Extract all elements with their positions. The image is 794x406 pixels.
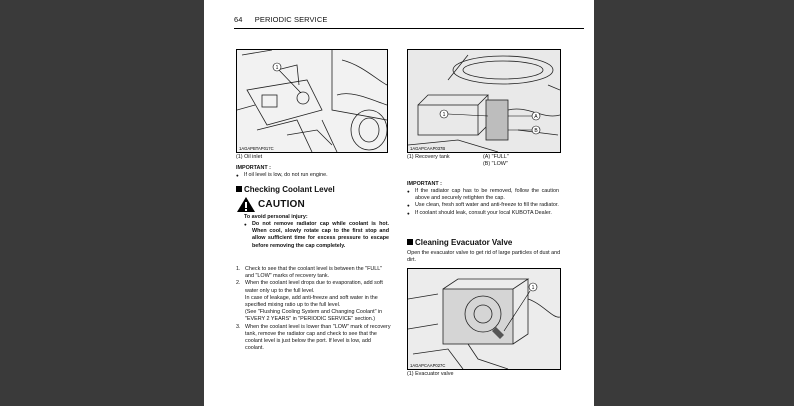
caution-item: ● Do not remove radiator cap while coolant is hot. When cool, slowly rotate cap to the first stop and allow sufficient time for excess pressure to escape before removing the cap completely.	[244, 221, 389, 250]
heading-square-icon	[236, 186, 242, 192]
caption-evacuator: (1) Evacuator valve	[407, 371, 454, 377]
figure-oil-inlet	[236, 49, 388, 153]
step-item: 3. When the coolant level is lower than "LOW" mark of recovery tank, remove the radiator cap and check to see that the coolant level is just below the port. If level is low, add coolant.	[236, 323, 391, 352]
caution-word: CAUTION	[258, 199, 305, 210]
full-callout: A	[534, 114, 538, 120]
list-item: ● If the radiator cap has to be removed, follow the caution above and securely retighten the cap.	[407, 188, 559, 202]
recovery-tank-callout: 1	[442, 112, 446, 118]
caption-low: (B) "LOW"	[483, 161, 508, 167]
page-number: 64	[234, 15, 243, 24]
step-item: 2. When the coolant level drops due to evaporation, add soft water only up to the full level. In case of leakage, add anti-freeze and soft water in the specified mixing ratio up to the full level. (See "Flushing Cooling System and Changing Coolant" in "EVERY 2 YEARS" in "PERIODIC SERVICE" section.)	[236, 280, 383, 323]
heading-evacuator: Cleaning Evacuator Valve	[407, 238, 512, 247]
page-header	[234, 15, 327, 24]
evacuator-text: Open the evacuator valve to get rid of large particles of dust and dirt.	[407, 250, 561, 264]
important-title-right: IMPORTANT :	[407, 181, 442, 187]
list-item: ● If coolant should leak, consult your local KUBOTA Dealer.	[407, 210, 559, 217]
evacuator-callout: 1	[531, 285, 535, 291]
important-title-left: IMPORTANT :	[236, 165, 271, 171]
manual-page	[204, 0, 594, 406]
header-rule	[234, 28, 584, 29]
warning-triangle-icon	[236, 196, 256, 213]
recovery-tank-illustration	[408, 50, 560, 152]
list-item: ● If oil level is low, do not run engine.	[236, 172, 386, 179]
oil-inlet-callout: 1	[275, 65, 279, 71]
oil-inlet-illustration	[237, 50, 387, 152]
caption-recovery-tank: (1) Recovery tank	[407, 154, 450, 160]
figure-code: 1AGAPCAAP027C	[410, 363, 446, 368]
figure-code: 1AGAPBTAP017C	[239, 146, 274, 151]
coolant-steps	[236, 266, 391, 352]
figure-evacuator	[407, 268, 561, 370]
caution-list	[244, 221, 389, 250]
caution-lead: To avoid personal injury:	[244, 214, 308, 220]
list-item: ● Use clean, fresh soft water and anti-freeze to fill the radiator.	[407, 202, 559, 209]
step-item: 1. Check to see that the coolant level is between the "FULL" and "LOW" marks of recovery tank.	[236, 266, 383, 280]
low-callout: B	[534, 128, 538, 134]
caption-full: (A) "FULL"	[483, 154, 509, 160]
heading-checking-coolant: Checking Coolant Level	[236, 185, 335, 194]
section-title: PERIODIC SERVICE	[254, 15, 328, 24]
evacuator-illustration	[408, 269, 560, 369]
caption-oil-inlet: (1) Oil inlet	[236, 154, 263, 160]
important-list-right	[407, 188, 559, 217]
important-list-left	[236, 172, 386, 179]
figure-code: 1AGAPCAAP037B	[410, 146, 446, 151]
heading-square-icon	[407, 239, 413, 245]
figure-recovery-tank	[407, 49, 561, 153]
